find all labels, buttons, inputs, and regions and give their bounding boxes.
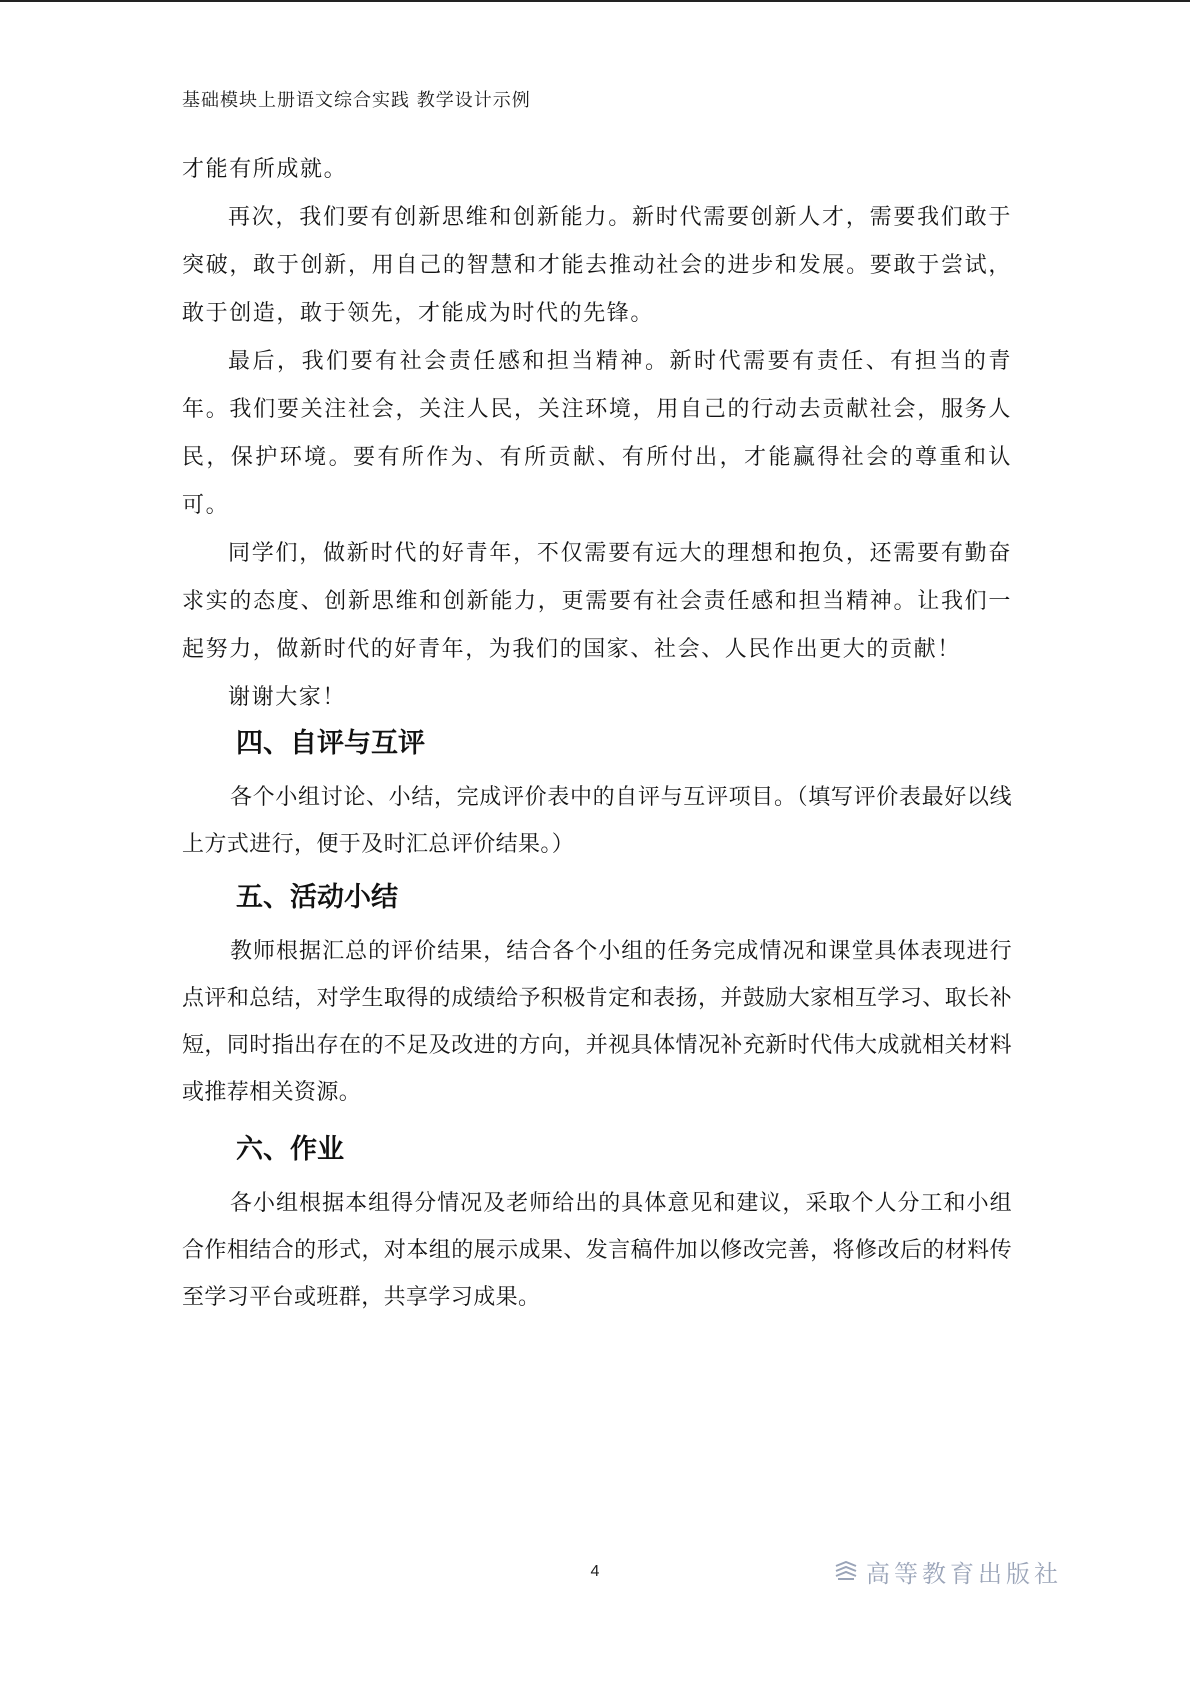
publisher-logo-icon (834, 1561, 858, 1581)
publisher-name: 高等教育出版社 (866, 1559, 1062, 1588)
publisher-mark (834, 1556, 1062, 1586)
section-heading-activity-summary: 五、活动小结 (236, 882, 398, 913)
top-border-rule (0, 0, 1190, 2)
section-paragraph: 教师根据汇总的评价结果，结合各个小组的任务完成情况和课堂具体表现进行点评和总结，对学生取得的成绩给予积极肯定和表扬，并鼓励大家相互学习、取长补短，同时指出存在的不足及改进的方向，并视具体情况补充新时代伟大成就相关材料或推荐相关资源。 (182, 939, 1012, 1105)
running-header: 基础模块上册语文综合实践 教学设计示例 (182, 90, 531, 111)
speech-paragraph: 同学们，做新时代的好青年，不仅需要有远大的理想和抱负，还需要有勤奋求实的态度、创新思维和创新能力，更需要有社会责任感和担当精神。让我们一起努力，做新时代的好青年，为我们的国家、社会、人民作出更大的贡献！ (182, 541, 1012, 662)
section-heading-self-peer-evaluation: 四、自评与互评 (236, 728, 425, 759)
speech-paragraph: 最后，我们要有社会责任感和担当精神。新时代需要有责任、有担当的青年。我们要关注社会，关注人民，关注环境，用自己的行动去贡献社会，服务人民，保护环境。要有所作为、有所贡献、有所付出，才能赢得社会的尊重和认可。 (182, 349, 1012, 518)
page-number: 4 (590, 1563, 600, 1580)
section-paragraph: 各个小组讨论、小结，完成评价表中的自评与互评项目。（填写评价表最好以线上方式进行，便于及时汇总评价结果。） (182, 785, 1012, 857)
speech-closing: 谢谢大家！ (228, 685, 347, 710)
page-content (182, 146, 1012, 1321)
speech-paragraph: 才能有所成就。 (182, 157, 348, 182)
section-paragraph: 各小组根据本组得分情况及老师给出的具体意见和建议，采取个人分工和小组合作相结合的形式，对本组的展示成果、发言稿件加以修改完善，将修改后的材料传至学习平台或班群，共享学习成果。 (182, 1191, 1012, 1310)
speech-paragraph: 再次，我们要有创新思维和创新能力。新时代需要创新人才，需要我们敢于突破，敢于创新，用自己的智慧和才能去推动社会的进步和发展。要敢于尝试，敢于创造，敢于领先，才能成为时代的先锋。 (182, 205, 1012, 326)
section-heading-homework: 六、作业 (236, 1134, 344, 1165)
